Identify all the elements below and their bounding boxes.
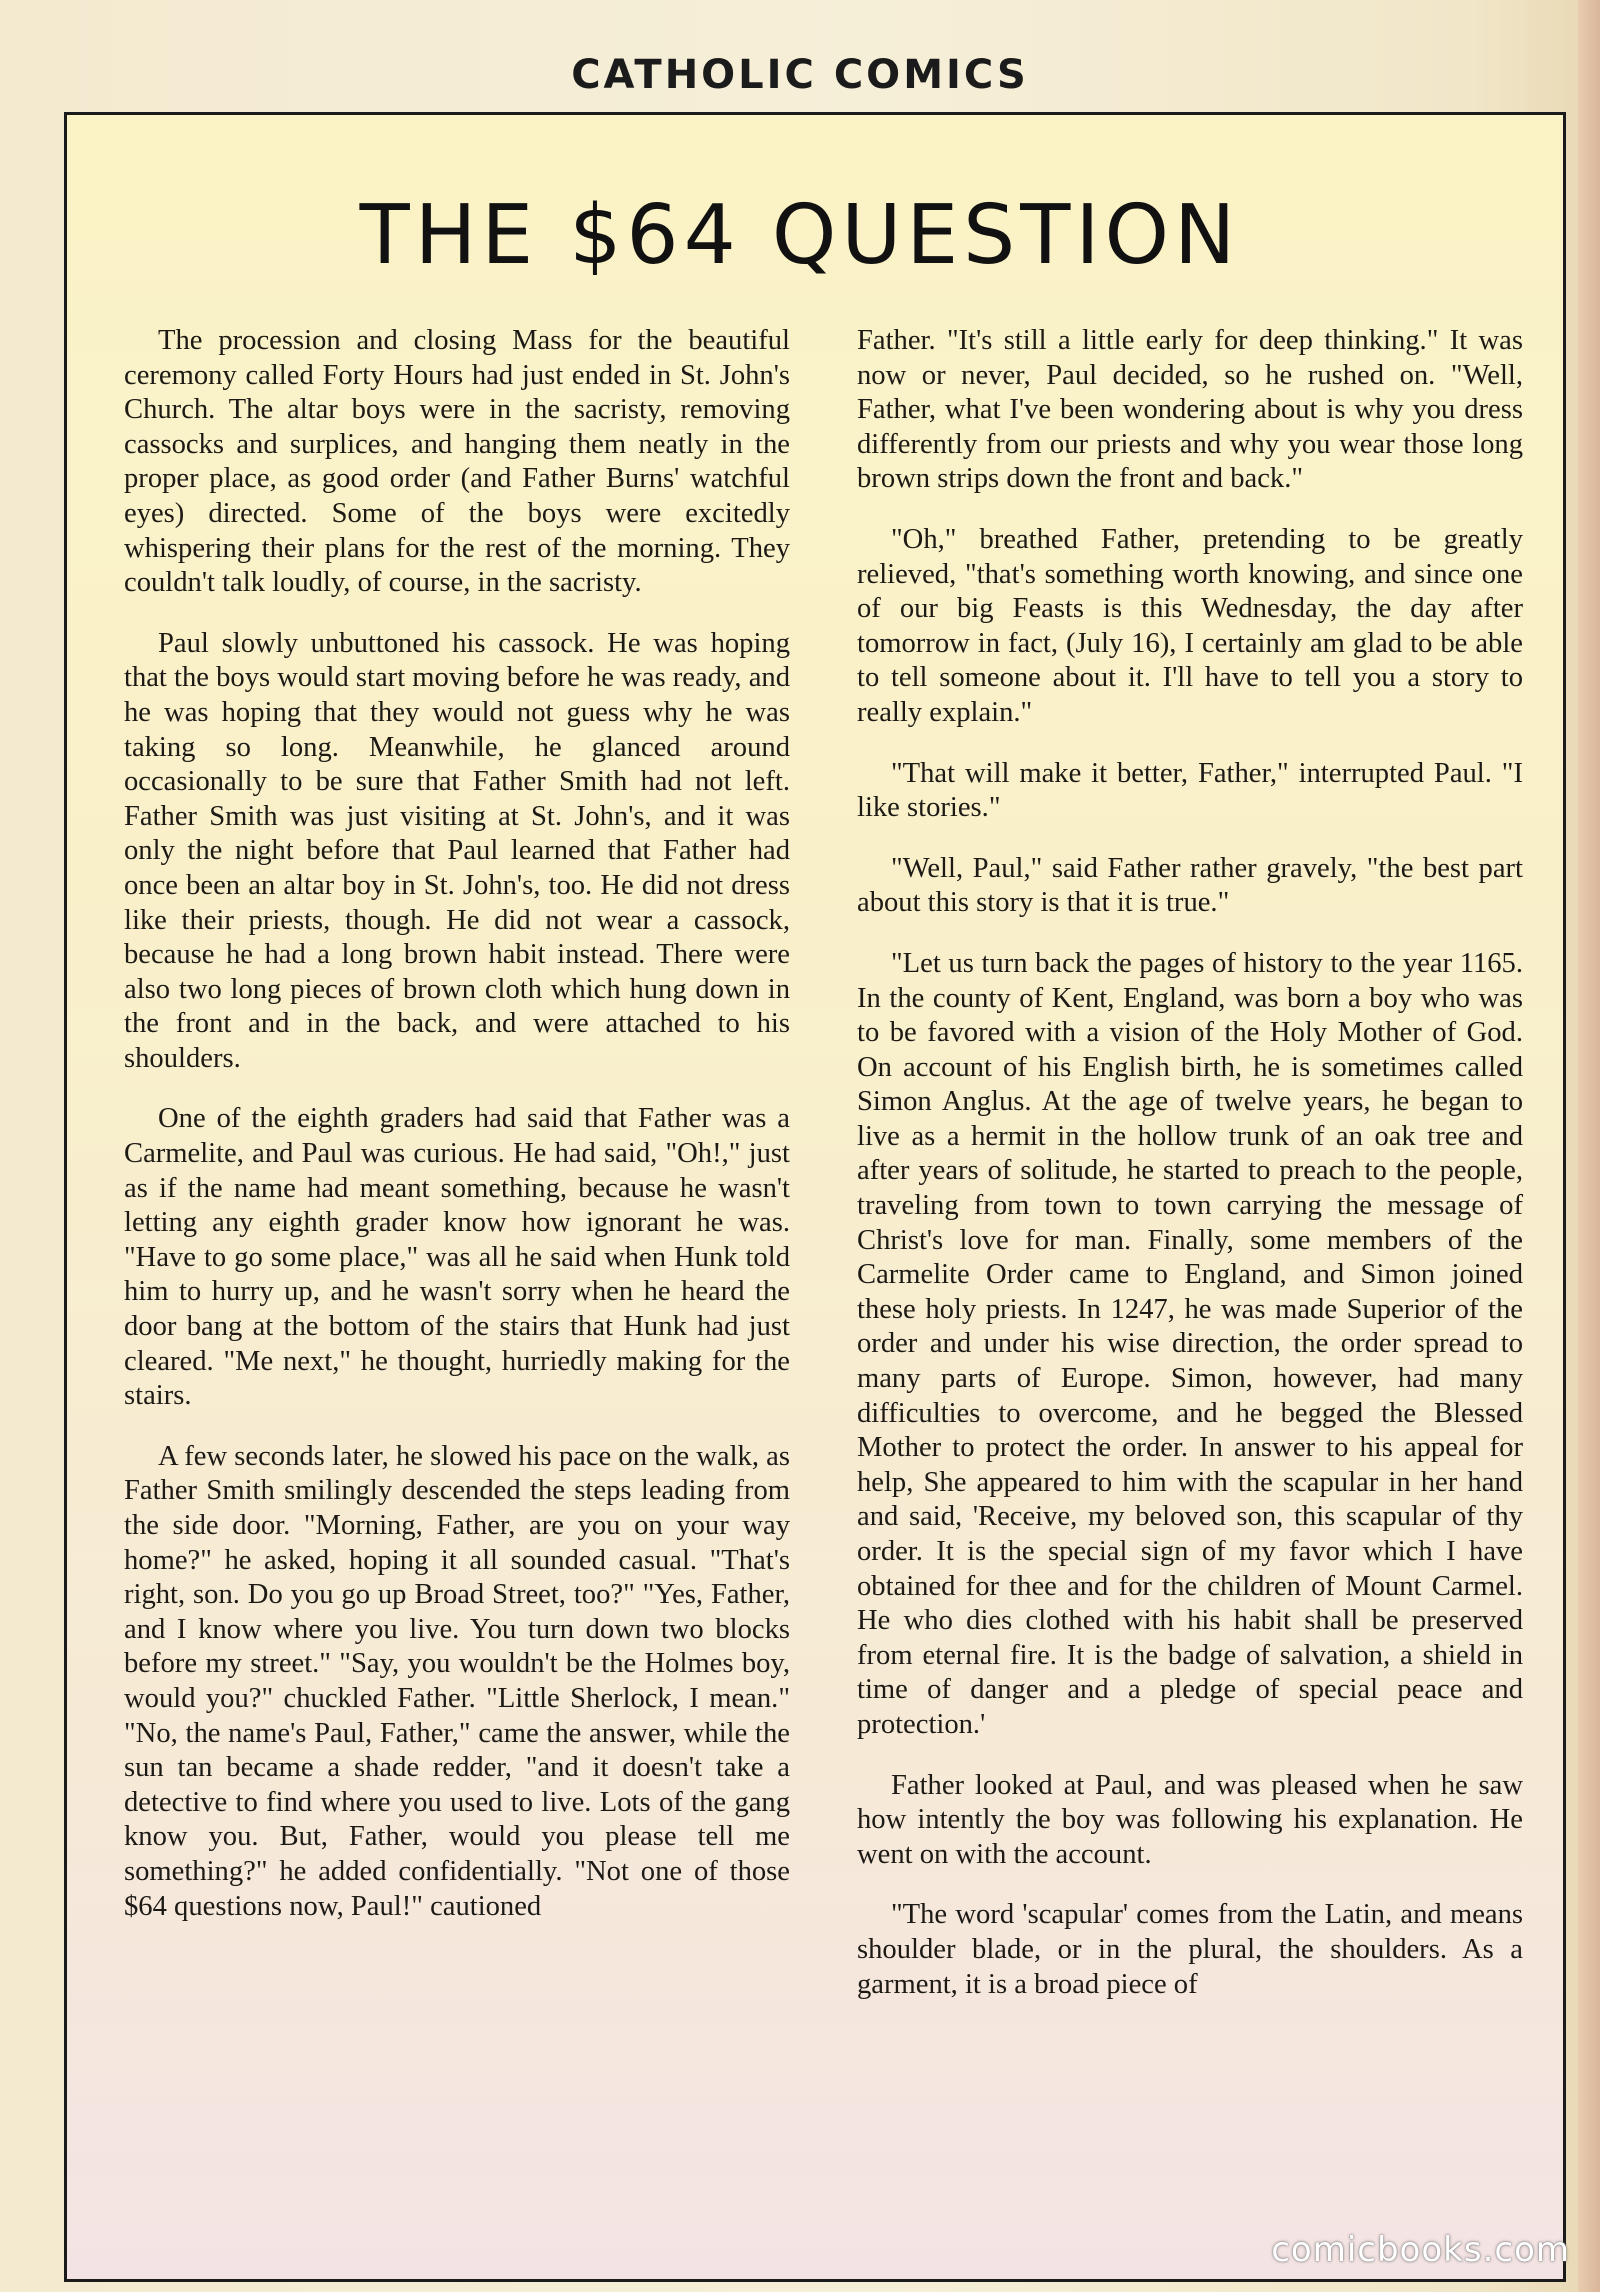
paragraph: "Oh," breathed Father, pretending to be greatly relieved, "that's something worth knowing, and since one of our big Feasts is this Wednesday, the day after tomorrow in fact, (July 16), I certainly am glad to be able to tell someone about it. I'll have to tell you a story to really explain.": [857, 523, 1523, 728]
paragraph: Father looked at Paul, and was pleased when he saw how intently the boy was following his explanation. He went on with the account.: [857, 1769, 1523, 1870]
paragraph: "The word 'scapular' comes from the Latin, and means shoulder blade, or in the plural, the shoulders. As a garment, it is a broad piece of: [857, 1899, 1523, 2000]
magazine-header: CATHOLIC COMICS: [571, 52, 1029, 98]
paragraph: Paul slowly unbuttoned his cassock. He was hoping that the boys would start moving before he was ready, and he was hoping that they would not guess why he was taking so long. Meanwhile, he glanced around occasionally to be sure that Father Smith had not left. Father Smith was just visiting at St. John's, and it was only the night before that Paul learned that Father had once been an altar boy in St. John's, too. He did not dress like their priests, though. He did not wear a cassock, because he had a long brown habit instead. There were also two long pieces of brown cloth which hung down in the front and in the back, and were attached to his shoulders.: [124, 627, 790, 1074]
paragraph: "That will make it better, Father," interrupted Paul. "I like stories.": [857, 757, 1523, 824]
paragraph-continuation: Father. "It's still a little early for deep thinking." It was now or never, Paul decided, so he rushed on. "Well, Father, what I've been wondering about is why you dress differently from our priests and why you wear those long brown strips down the front and back.": [857, 325, 1523, 495]
paragraph: The procession and closing Mass for the beautiful ceremony called Forty Hours had just ended in St. John's Church. The altar boys were in the sacristy, removing cassocks and surplices, and hanging them neatly in the proper place, as good order (and Father Burns' watchful eyes) directed. Some of the boys were excitedly whispering their plans for the rest of the morning. They couldn't talk loudly, of course, in the sacristy.: [124, 325, 790, 599]
paragraph: A few seconds later, he slowed his pace on the walk, as Father Smith smilingly descended the steps leading from the side door. "Morning, Father, are you on your way home?" he asked, hoping it all sounded casual. "That's right, son. Do you go up Broad Street, too?" "Yes, Father, and I know where you live. You turn down two blocks before my street." "Say, you wouldn't be the Holmes boy, would you?" chuckled Father. "Little Sherlock, I mean." "No, the name's Paul, Father," came the answer, while the sun tan became a shade redder, "and it doesn't take a detective to find where you used to live. Lots of the gang know you. But, Father, would you please tell me something?" he added confidentially. "Not one of those $64 questions now, Paul!" cautioned: [124, 1440, 790, 1922]
article-title: THE $64 QUESTION: [359, 188, 1241, 283]
page-edge: [1578, 0, 1600, 2292]
paragraph: "Let us turn back the pages of history to the year 1165. In the county of Kent, England, was born a boy who was to be favored with a vision of the Holy Mother of God. On account of his English birth, he is sometimes called Simon Anglus. At the age of twelve years, he began to live as a hermit in the hollow trunk of an oak tree and after years of solitude, he started to preach to the people, traveling from town to town carrying the message of Christ's love for man. Finally, some members of the Carmelite Order came to England, and Simon joined these holy priests. In 1247, he was made Superior of the order and under his wise direction, the order spread to many parts of Europe. Simon, however, had many difficulties to overcome, and he begged the Blessed Mother to protect the order. In answer to his appeal for help, She appeared to him with the scapular in her hand and said, 'Receive, my beloved son, this scapular of thy order. It is the special sign of my favor which I have obtained for thee and for the children of Mount Carmel. He who dies clothed with his habit shall be preserved from eternal fire. It is the badge of salvation, a shield in time of danger and a pledge of special peace and protection.': [857, 947, 1523, 1740]
site-watermark: comicbooks.com: [1271, 2230, 1570, 2270]
left-column: [124, 324, 790, 1950]
paragraph: One of the eighth graders had said that Father was a Carmelite, and Paul was curious. He had said, "Oh!," just as if the name had meant something, because he wasn't letting any eighth grader know how ignorant he was. "Have to go some place," was all he said when Hunk told him to hurry up, and he wasn't sorry when he heard the door bang at the bottom of the stairs that Hunk had just cleared. "Me next," he thought, hurriedly making for the stairs.: [124, 1103, 790, 1412]
right-column: [857, 324, 1523, 2028]
paragraph: "Well, Paul," said Father rather gravely, "the best part about this story is that it is true.": [857, 852, 1523, 919]
